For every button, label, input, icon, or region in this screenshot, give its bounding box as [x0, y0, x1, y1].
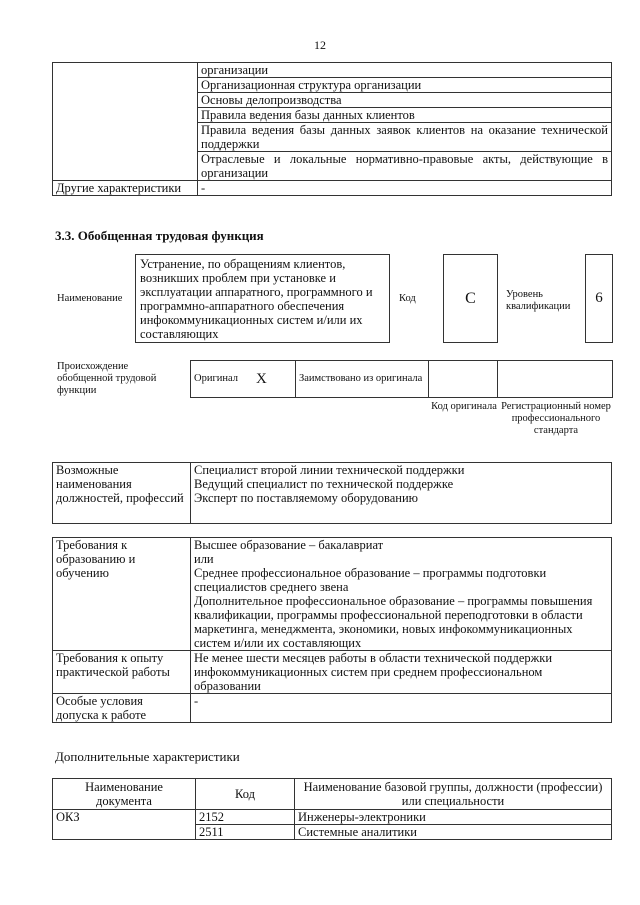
origin-table [190, 360, 613, 398]
column-header: Код [196, 779, 295, 810]
special-conditions-label: Особые условия допуска к работе [53, 694, 191, 723]
table-row: Правила ведения базы данных заявок клиентов на оказание технической поддержки [198, 123, 612, 152]
positions-label: Возможные наименования должностей, профессий [53, 463, 191, 524]
table-row: Организационная структура организации [198, 78, 612, 93]
continuation-table [52, 62, 612, 196]
otf-name-value: Устранение, по обращениям клиентов, возникших проблем при установке и эксплуатации аппаратного, программного и программно-аппаратного обеспечения инфокоммуникационных систем и/или их составляющих [135, 254, 390, 343]
borrowed-label: Заимствовано из оригинала [296, 361, 429, 398]
table-row: Отраслевые и локальные нормативно-правовые акты, действующие в организации [198, 152, 612, 181]
positions-values [191, 463, 612, 524]
table-row: организации [198, 63, 612, 78]
list-item: Высшее образование – бакалавриат [194, 538, 384, 552]
table-row: Основы делопроизводства [198, 93, 612, 108]
positions-table [52, 462, 612, 524]
original-code-caption: Код оригинала [431, 401, 497, 412]
empty-cell [53, 63, 198, 181]
otf-code-value: C [443, 254, 498, 343]
column-header: Наименование документа [53, 779, 196, 810]
list-item: Ведущий специалист по технической поддержке [194, 477, 454, 491]
column-header: Наименование базовой группы, должности (профессии) или специальности [295, 779, 612, 810]
other-characteristics-value: - [198, 181, 612, 196]
list-item: Специалист второй линии технической поддержки [194, 463, 465, 477]
list-item: Среднее профессиональное образование – программы подготовки специалистов среднего звена [194, 566, 547, 594]
qualification-level-label: Уровень квалификации [506, 289, 571, 312]
origin-label: Происхождение обобщенной трудовой функции [57, 361, 157, 396]
document-name: ОКЗ [53, 810, 196, 840]
otf-code-label: Код [399, 293, 416, 304]
experience-value: Не менее шести месяцев работы в области технической поддержки инфокоммуникационных систем при среднем профессиональном образовании [191, 651, 612, 694]
list-item: Дополнительное профессиональное образование – программы повышения квалификации, программы профессиональной переподготовки в области маркетинга, менеджмента, экономики, новых инфокоммуникационных систем и/или их составляющих [194, 594, 593, 650]
list-item: или [194, 552, 214, 566]
otf-name-label: Наименование [57, 293, 123, 304]
original-mark: X [253, 361, 296, 398]
table-row: Правила ведения базы данных клиентов [198, 108, 612, 123]
education-label: Требования к образованию и обучению [53, 538, 191, 651]
classifier-table [52, 778, 612, 840]
section-heading: 3.3. Обобщенная трудовая функция [55, 228, 264, 243]
original-label: Оригинал [191, 361, 254, 398]
education-values [191, 538, 612, 651]
qualification-level-value: 6 [585, 254, 613, 343]
original-code-cell [429, 361, 498, 398]
registration-number-caption: Регистрационный номер профессионального стандарта [501, 401, 611, 436]
page-number: 12 [314, 38, 326, 52]
extra-characteristics-heading: Дополнительные характеристики [55, 749, 240, 764]
other-characteristics-label: Другие характеристики [53, 181, 198, 196]
special-conditions-value: - [191, 694, 612, 723]
registration-number-cell [498, 361, 613, 398]
requirements-table [52, 537, 612, 723]
occupation-cell: Системные аналитики [295, 825, 612, 840]
code-cell: 2152 [196, 810, 295, 825]
experience-label: Требования к опыту практической работы [53, 651, 191, 694]
list-item: Эксперт по поставляемому оборудованию [194, 491, 418, 505]
code-cell: 2511 [196, 825, 295, 840]
occupation-cell: Инженеры-электроники [295, 810, 612, 825]
